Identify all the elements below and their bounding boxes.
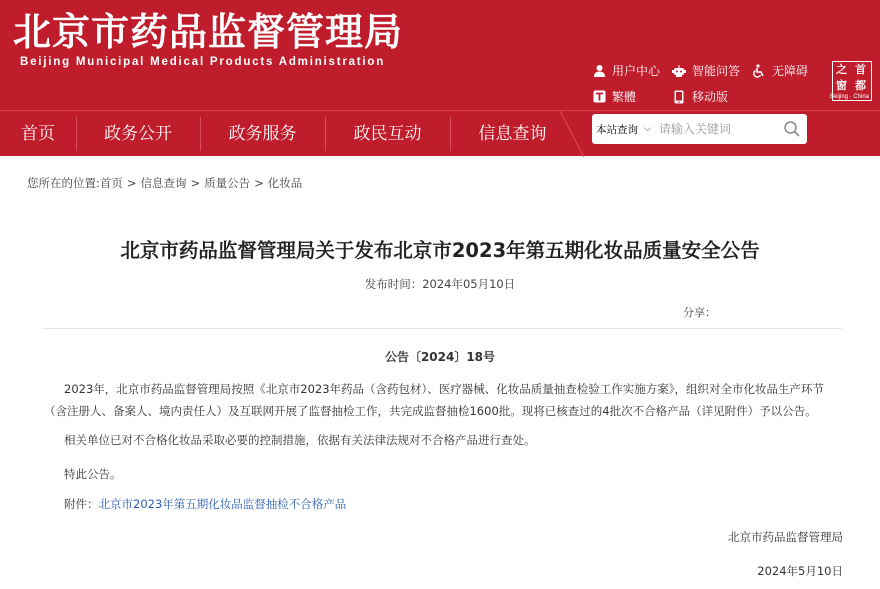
search-input[interactable] [659, 122, 769, 136]
search-icon[interactable] [783, 120, 801, 138]
logo-caption: Beijing · China [830, 94, 870, 100]
smart-qa-link[interactable] [672, 62, 740, 79]
mobile-version-label: 移动版 [692, 90, 729, 104]
attachment-label: 附件： [64, 497, 99, 511]
logo-char: 之 [836, 63, 847, 76]
nav-item-gov-affairs[interactable]: 政务公开 [104, 124, 172, 144]
accessibility-label: 无障碍 [772, 64, 809, 78]
breadcrumb-quality-notice[interactable]: 质量公告 [204, 176, 251, 190]
publish-info [0, 276, 880, 292]
accessibility-link[interactable] [752, 62, 808, 79]
nav-item-gov-services[interactable]: 政务服务 [228, 124, 297, 144]
breadcrumb-separator: > [190, 176, 201, 190]
attachment [64, 496, 346, 512]
traditional-chinese-icon [592, 90, 606, 104]
signature: 北京市药品监督管理局 [728, 530, 843, 544]
search-scope-select[interactable] [596, 122, 651, 137]
search-scope-label: 本站查询 [596, 123, 638, 136]
search-box [592, 114, 807, 144]
breadcrumb-cosmetics[interactable]: 化妆品 [267, 176, 303, 190]
user-center-label: 用户中心 [612, 64, 661, 78]
mobile-version-link[interactable] [672, 88, 728, 105]
nav-item-home[interactable]: 首页 [21, 124, 55, 144]
share-label: 分享： [683, 306, 716, 319]
article-paragraph: 特此公告。 [64, 467, 122, 481]
site-subtitle: Beijing Municipal Medical Products Administration [20, 56, 386, 68]
breadcrumb-separator: > [254, 176, 264, 190]
breadcrumb-home[interactable]: 首页 [99, 176, 123, 190]
document-number: 公告〔2024〕18号 [384, 350, 496, 364]
mobile-icon [672, 90, 686, 104]
publish-date: 2024年05月10日 [422, 277, 516, 291]
user-icon [592, 64, 606, 78]
article-paragraph: 相关单位已对不合格化妆品采取必要的控制措施，依据有关法律法规对不合格产品进行查处。 [64, 433, 536, 447]
breadcrumb-separator: > [126, 176, 137, 190]
accessibility-icon [752, 64, 766, 78]
traditional-chinese-link[interactable] [592, 88, 636, 105]
logo-char: 窗 [836, 79, 847, 92]
article-paragraph: 2023年，北京市药品监督管理局按照《北京市2023年药品（含药包材）、医疗器械、化妆品质量抽查检验工作实施方案》，组织对全市化妆品生产环节（含注册人、备案人、境内责任人）及互联网开展了监督抽检工作，共完成监督抽检1600批。现将已核查过的4批次不合格产品（详见附件）予以公告。 [44, 382, 825, 418]
user-center-link[interactable] [592, 62, 660, 79]
traditional-chinese-label: 繁體 [612, 90, 637, 104]
nav-item-interaction[interactable]: 政民互动 [353, 124, 422, 144]
logo-char: 都 [855, 79, 866, 92]
breadcrumb [27, 175, 302, 191]
site-title[interactable]: 北京市药品监督管理局 [13, 10, 404, 54]
article-divider [42, 328, 842, 329]
robot-icon [672, 64, 686, 78]
breadcrumb-prefix: 您所在的位置: [27, 176, 100, 190]
logo-char: 首 [855, 63, 866, 76]
nav-item-info-query[interactable]: 信息查询 [478, 124, 547, 144]
attachment-link[interactable]: 北京市2023年第五期化妆品监督抽检不合格产品 [98, 497, 347, 511]
smart-qa-label: 智能问答 [692, 64, 741, 78]
nav-slant-divider [560, 111, 586, 157]
article-title: 北京市药品监督管理局关于发布北京市2023年第五期化妆品质量安全公告 [120, 239, 760, 262]
site-header [0, 0, 880, 110]
breadcrumb-info-query[interactable]: 信息查询 [140, 176, 187, 190]
publish-label: 发布时间： [364, 277, 423, 291]
chevron-down-icon: ⌵ [644, 124, 651, 134]
signature-date: 2024年5月10日 [757, 564, 843, 578]
